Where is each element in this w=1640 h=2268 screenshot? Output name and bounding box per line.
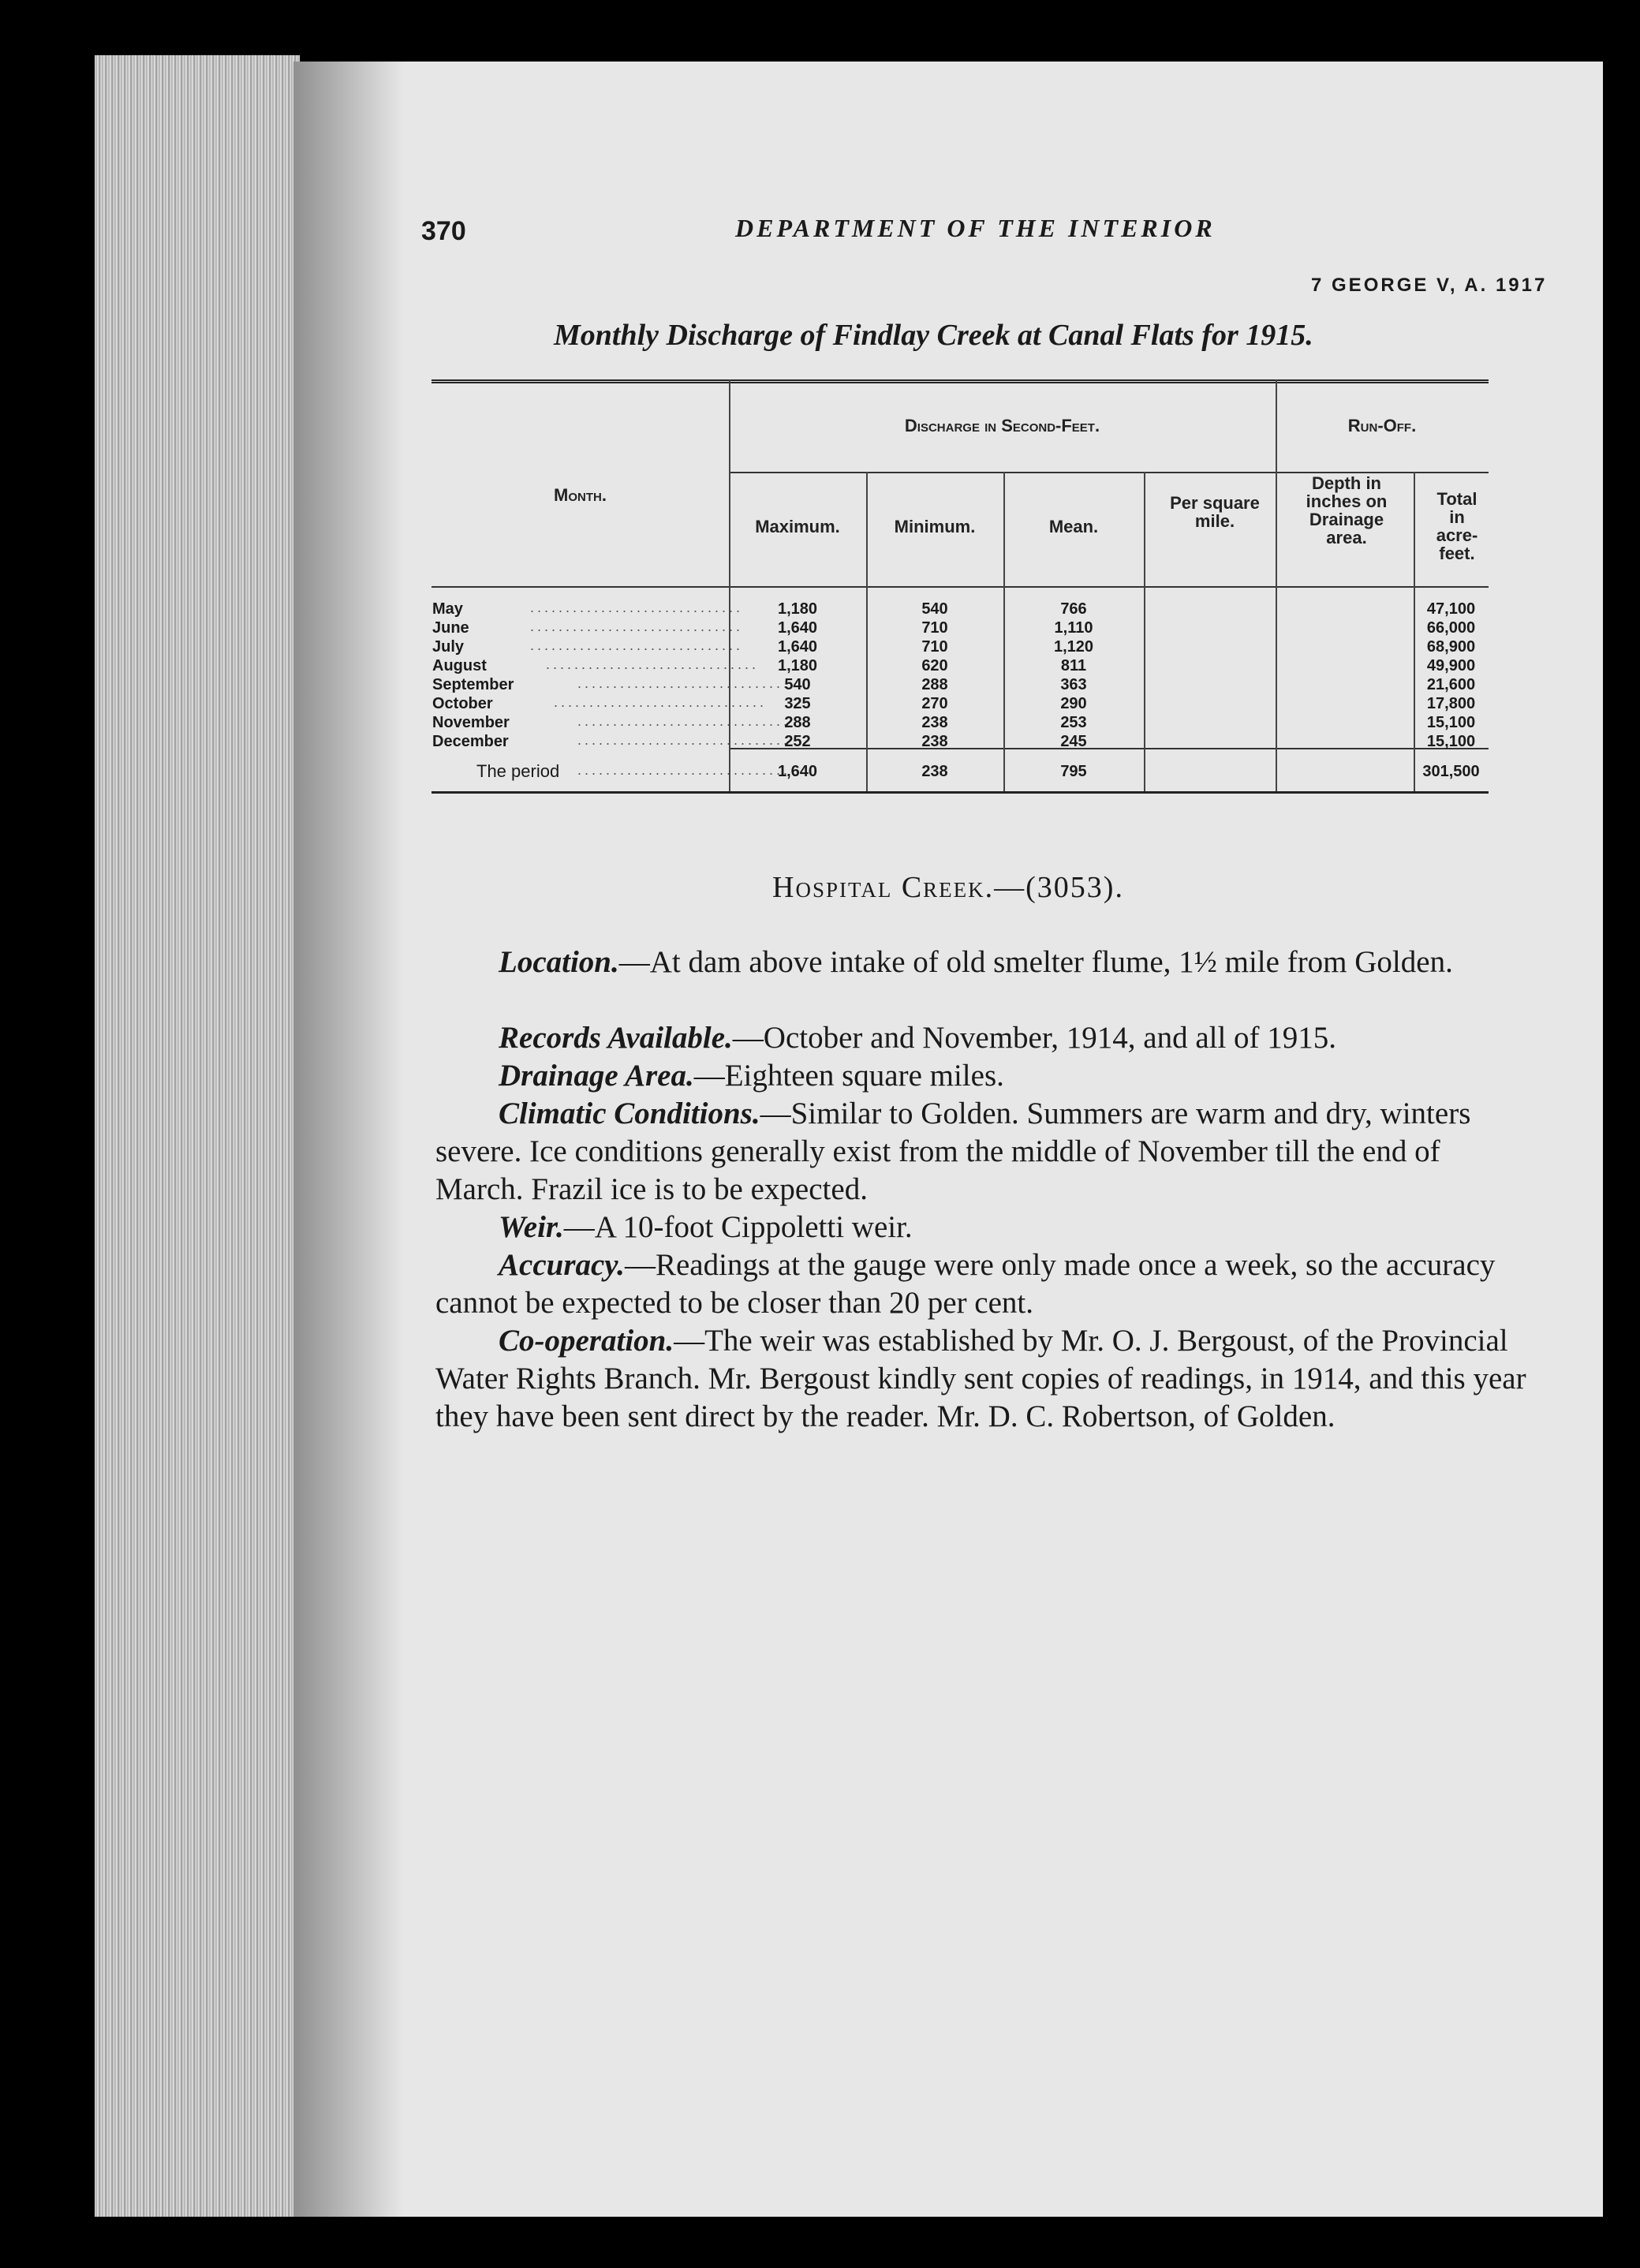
climatic-paragraph (435, 1095, 1532, 1209)
header-rule (431, 586, 1489, 588)
paragraph-text: —Readings at the gauge were only made once a week, so the accuracy cannot be expected to be closer than 20 per cent. (435, 1248, 1496, 1320)
period-max: 1,640 (777, 763, 818, 780)
paragraph-text: —Eighteen square miles. (693, 1059, 1004, 1093)
drainage-paragraph (435, 1057, 1532, 1095)
period-label: The period (476, 761, 560, 781)
total-header: Total in acre-feet. (1436, 489, 1478, 563)
leader-dots: .............................. (577, 675, 791, 691)
total-cell: 17,800 (1426, 695, 1476, 712)
min-cell: 238 (921, 733, 948, 750)
paragraph-label: Weir. (499, 1210, 564, 1244)
max-cell: 252 (784, 733, 811, 750)
month-label: June (432, 619, 469, 637)
paragraph-text: —A 10-foot Cippoletti weir. (563, 1210, 913, 1244)
page-number: 370 (421, 216, 466, 246)
depth-header: Depth in inches on Drainage area. (1306, 473, 1388, 547)
section-heading: Hospital Creek.—(3053). (772, 871, 1124, 904)
total-cell: 21,600 (1426, 676, 1476, 693)
table-top-rule (431, 379, 1489, 383)
discharge-group-header: Discharge in Second-Feet. (904, 416, 1100, 435)
location-paragraph (435, 943, 1532, 981)
paragraph-label: Co-operation. (499, 1324, 674, 1358)
paragraph-label: Drainage Area. (499, 1059, 694, 1093)
max-cell: 325 (784, 695, 811, 712)
page-edge-stack (95, 55, 300, 2217)
mean-cell: 766 (1060, 600, 1087, 618)
col-divider (1144, 472, 1145, 791)
total-cell: 15,100 (1426, 714, 1476, 731)
per-square-mile-header: Per square mile. (1170, 493, 1260, 531)
accuracy-paragraph (435, 1246, 1532, 1322)
max-cell: 288 (784, 714, 811, 731)
paragraph-label: Records Available. (499, 1021, 733, 1055)
paragraph-text: —At dam above intake of old smelter flume, 1½ mile from Golden. (618, 945, 1453, 979)
mean-cell: 1,120 (1053, 638, 1094, 656)
mean-cell: 253 (1060, 714, 1087, 731)
book-page (293, 62, 1603, 2217)
leader-dots: .............................. (577, 762, 791, 778)
paragraph-label: Location. (499, 945, 619, 979)
leader-dots: .............................. (577, 713, 791, 729)
mean-cell: 1,110 (1054, 619, 1093, 637)
month-label: December (432, 733, 509, 750)
paragraph-label: Climatic Conditions. (499, 1097, 760, 1130)
weir-paragraph (435, 1209, 1532, 1246)
period-mean: 795 (1060, 763, 1087, 780)
month-label: July (432, 638, 465, 656)
period-min: 238 (921, 763, 948, 780)
max-cell: 1,640 (777, 619, 818, 637)
month-label: August (432, 657, 487, 674)
max-cell: 540 (784, 676, 811, 693)
min-cell: 540 (921, 600, 948, 618)
gutter-shadow (293, 62, 404, 2217)
month-label: October (432, 695, 493, 712)
min-cell: 238 (921, 714, 948, 731)
max-cell: 1,640 (777, 638, 818, 656)
max-cell: 1,180 (777, 600, 818, 618)
month-label: September (432, 676, 514, 693)
min-cell: 620 (921, 657, 948, 674)
records-paragraph (435, 1019, 1532, 1057)
paragraph-text: —The weir was established by Mr. O. J. Bergoust, of the Provincial Water Rights Branch. Mr. Bergoust kindly sent copies of readings, in 1914, and this year they have been sent direct by the reader. Mr. D. C. Robertson, of Golden. (435, 1324, 1526, 1433)
sessional-note: 7 GEORGE V, A. 1917 (1311, 275, 1548, 296)
table-title: Monthly Discharge of Findlay Creek at Canal Flats for 1915. (554, 319, 1313, 352)
month-header: Month. (554, 485, 607, 505)
total-cell: 47,100 (1426, 600, 1476, 618)
leader-dots: .............................. (577, 732, 791, 748)
mean-header: Mean. (1048, 517, 1099, 536)
mean-cell: 363 (1060, 676, 1087, 693)
min-cell: 710 (921, 638, 948, 656)
paragraph-label: Accuracy. (499, 1248, 625, 1282)
maximum-header: Maximum. (755, 517, 840, 536)
paragraph-text: —Similar to Golden. Summers are warm and dry, winters severe. Ice conditions generally exist from the middle of November till the end of March. Frazil ice is to be expected. (435, 1097, 1471, 1206)
cooperation-paragraph (435, 1322, 1532, 1436)
running-head: DEPARTMENT OF THE INTERIOR (735, 214, 1216, 242)
minimum-header: Minimum. (894, 517, 976, 536)
mean-cell: 245 (1060, 733, 1087, 750)
leader-dots: .............................. (530, 600, 744, 615)
total-cell: 68,900 (1426, 638, 1476, 656)
period-total: 301,500 (1422, 763, 1480, 780)
paragraph-text: —October and November, 1914, and all of 1915. (732, 1021, 1337, 1055)
runoff-group-header: Run-Off. (1347, 416, 1417, 435)
table-bottom-rule (431, 791, 1489, 794)
month-label: May (432, 600, 463, 618)
max-cell: 1,180 (777, 657, 818, 674)
total-cell: 15,100 (1426, 733, 1476, 750)
total-cell: 49,900 (1426, 657, 1476, 674)
min-cell: 288 (921, 676, 948, 693)
mean-cell: 811 (1060, 657, 1087, 674)
col-divider (1276, 379, 1277, 791)
leader-dots: .............................. (530, 637, 744, 653)
month-label: November (432, 714, 510, 731)
min-cell: 270 (921, 695, 948, 712)
leader-dots: .............................. (546, 656, 760, 672)
mean-cell: 290 (1060, 695, 1087, 712)
min-cell: 710 (921, 619, 948, 637)
leader-dots: .............................. (554, 694, 768, 710)
total-cell: 66,000 (1426, 619, 1476, 637)
leader-dots: .............................. (530, 618, 744, 634)
